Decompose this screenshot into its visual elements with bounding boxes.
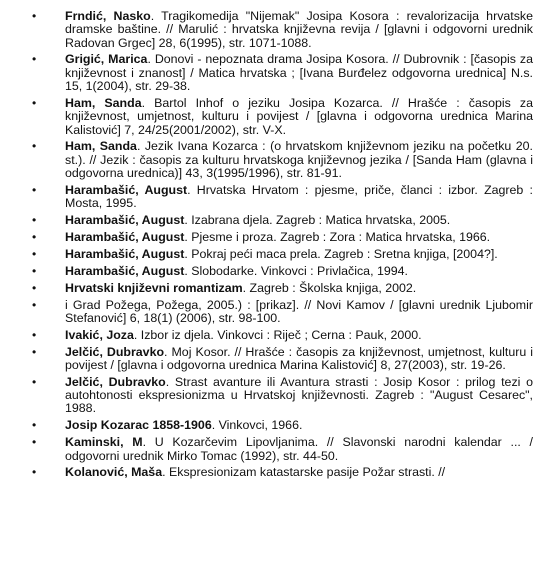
entry-text: . Izabrana djela. Zagreb : Matica hrvatska, 2005. [184,213,451,228]
bibliography-entry [0,436,555,463]
entry-text: . Zagreb : Školska knjiga, 2002. [242,280,417,295]
entry-text: . Strast avanture ili Avantura strasti : Josip Kosor : prilog tezi o autohtonosti ekspresionizma u Hrvatskoj književnosti. Zagreb : "August Cesarec", 1988. [65,374,534,416]
entry-author: Jelčić, Dubravko [65,344,165,359]
entry-text: . Izbor iz djela. Vinkovci : Riječ ; Cerna : Pauk, 2000. [133,327,422,342]
bibliography-entry [0,466,555,479]
bibliography-entry [0,346,555,373]
entry-text: i Grad Požega, Požega, 2005.) : [prikaz]. // Novi Kamov / [glavni urednik Ljubomir Stefanović] 6, 18(1) (2006), str. 98-100. [65,297,533,325]
entry-author: Ivakić, Joza [65,327,134,342]
entry-author: Harambašić, August [65,182,188,197]
entry-text: . Donovi - nepoznata drama Josipa Kosora. // Dubrovnik : [časopis za književnost i znanost] / Matica hrvatska ; [Ivana Burđelez odgovorna urednica] N.s. 15, 1(2004), str. 29-38. [65,52,534,94]
entry-author: Harambašić, August [65,246,185,261]
bibliography-entry [0,419,555,432]
bibliography-entry [0,329,555,342]
entry-text: . Vinkovci, 1966. [211,418,303,433]
entry-author: Ham, Sanda [65,139,137,154]
entry-author: Jelčić, Dubravko [65,374,166,389]
entry-text: . Pokraj peći maca prela. Zagreb : Sretna knjiga, [2004?]. [184,246,498,261]
entry-text: . Hrvatska Hrvatom : pjesme, priče, članci : izbor. Zagreb : Mosta, 1995. [65,182,533,211]
entry-author: Frndić, Nasko [65,9,151,23]
bibliography-entry [0,265,555,278]
bibliography-entry [0,231,555,244]
bibliography-entry [0,10,555,50]
entry-author: Harambašić, August [65,263,185,278]
bibliography-entry [0,299,555,326]
bibliography-entry [0,248,555,261]
entry-text: . Tragikomedija "Nijemak" Josipa Kosora : revalorizacija hrvatske dramske baštine. // Marulić : hrvatska književna revija / [glavni i odgovorni urednik Radovan Grgec] 28, 6(1995), str. 1071-1088. [65,9,534,50]
entry-author: Harambašić, August [65,230,185,245]
entry-author: Hrvatski književni romantizam [65,280,243,295]
entry-author: Kolanović, Maša [65,465,163,480]
bibliography-entry [0,376,555,416]
bibliography-entry [0,184,555,211]
bibliography-entry [0,214,555,227]
bibliography-list [0,10,555,483]
entry-text: . Jezik Ivana Kozarca : (o hrvatskom književnom jeziku na početku 20. st.). // Jezik : časopis za kulturu hrvatskoga književnog jezika / [Sanda Ham (glavna i odgovorna urednica)] 43, 3(1995/1996), str. 81-91. [65,139,533,181]
entry-text: . Pjesme i proza. Zagreb : Zora : Matica hrvatska, 1966. [184,230,491,245]
entry-text: . Slobodarke. Vinkovci : Privlačica, 1994. [184,263,408,278]
entry-author: Kaminski, M [65,435,143,450]
entry-text: . Moj Kosor. // Hrašće : časopis za književnost, umjetnost, kulturu i povijest / [glavna i odgovorna urednica Marina Kalistović] 8, 27(2003), str. 19-26. [65,344,534,372]
entry-author: Ham, Sanda [65,95,142,110]
entry-author: Josip Kozarac 1858-1906 [65,418,212,433]
bibliography-entry [0,140,555,180]
entry-text: . U Kozarčevim Lipovljanima. // Slavonski narodni kalendar ... / odgovorni urednik Mirko Tomac (1992), str. 44-50. [65,435,533,463]
entry-author: Harambašić, August [65,213,185,228]
entry-author: Grigić, Marica [65,52,148,67]
bibliography-entry [0,97,555,137]
bibliography-entry [0,282,555,295]
entry-text: . Ekspresionizam katastarske pasije Požar strasti. // [162,465,446,480]
entry-text: . Bartol Inhof o jeziku Josipa Kozarca. // Hrašće : časopis za književnost, umjetnost, kulturu i povijest / [glavna i odgovorna urednica Marina Kalistović] 7, 24/25(2001/2002), str. V-X. [65,95,533,137]
bibliography-entry [0,53,555,93]
